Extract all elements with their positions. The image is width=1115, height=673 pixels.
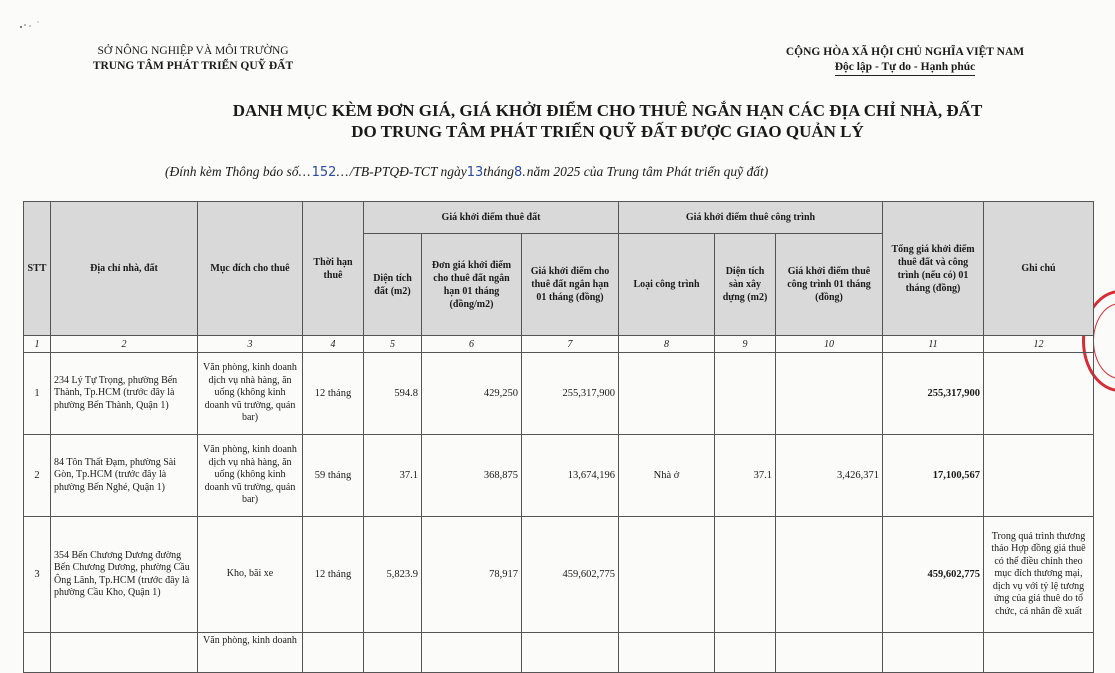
header-land-group: Giá khởi điểm thuê đất [364,202,619,234]
col-number: 12 [984,336,1094,353]
attachment-mid: /TB-PTQĐ-TCT ngày [349,164,467,179]
row-note [984,435,1094,517]
col-number: 3 [198,336,303,353]
col-number: 6 [422,336,522,353]
row-land-area [364,633,422,673]
row-unit-price: 368,875 [422,435,522,517]
row-term [303,633,364,673]
issuing-agency [82,44,304,74]
row-building-price [776,353,883,435]
row-stt: 2 [24,435,51,517]
row-total: 17,100,567 [883,435,984,517]
row-address: 354 Bến Chương Dương đường Bến Chương Dương, phường Cầu Ông Lãnh, Tp.HCM (trước đây là phường Cầu Kho, Quận 1) [51,517,198,633]
notice-day: 13 [466,165,484,180]
row-total: 459,602,775 [883,517,984,633]
row-purpose: Văn phòng, kinh doanh dịch vụ nhà hàng, ăn uống (không kinh doanh vũ trường, quán bar) [198,353,303,435]
row-term: 12 tháng [303,517,364,633]
row-total: 255,317,900 [883,353,984,435]
row-land-area: 594.8 [364,353,422,435]
row-note [984,353,1094,435]
table-row [24,633,1094,673]
row-floor-area: 37.1 [715,435,776,517]
row-building-price [776,517,883,633]
attachment-note: (Đính kèm Thông báo số...152.../TB-PTQĐ-TCT ngày13tháng8.năm 2025 của Trung tâm Phát triển quỹ đất) [165,164,769,180]
row-land-price: 459,602,775 [522,517,619,633]
row-stt: 1 [24,353,51,435]
header-building-type: Loại công trình [619,234,715,336]
col-number: 7 [522,336,619,353]
row-purpose: Văn phòng, kinh doanh dịch vụ nhà hàng, ăn uống (không kinh doanh vũ trường, quán bar) [198,435,303,517]
col-number: 4 [303,336,364,353]
attachment-suffix: năm 2025 của Trung tâm Phát triển quỹ đất) [526,164,769,179]
row-term: 12 tháng [303,353,364,435]
row-note [984,633,1094,673]
col-number: 8 [619,336,715,353]
col-number: 10 [776,336,883,353]
row-land-area: 37.1 [364,435,422,517]
title-line-2: DO TRUNG TÂM PHÁT TRIỂN QUỸ ĐẤT ĐƯỢC GIAO QUẢN LÝ [351,122,864,141]
row-floor-area [715,517,776,633]
header-unit-price: Đơn giá khởi điểm cho thuê đất ngắn hạn 01 tháng (đồng/m2) [422,234,522,336]
col-number: 2 [51,336,198,353]
row-total [883,633,984,673]
row-floor-area [715,353,776,435]
scan-speck [18,20,42,30]
col-number: 11 [883,336,984,353]
header-term: Thời hạn thuê [303,202,364,336]
row-building-type [619,633,715,673]
table-row [24,517,1094,633]
header-address: Địa chỉ nhà, đất [51,202,198,336]
row-purpose: Văn phòng, kinh doanh [198,633,303,673]
table-row [24,353,1094,435]
row-note: Trong quá trình thương thảo Hợp đồng giá thuê có thể điều chỉnh theo mục đích thương mại, dịch vụ với tỷ lệ tương ứng của giá thuê do tổ chức, cá nhân đề xuất [984,517,1094,633]
header-total: Tổng giá khởi điểm thuê đất và công trình (nếu có) 01 tháng (đồng) [883,202,984,336]
row-address [51,633,198,673]
row-term: 59 tháng [303,435,364,517]
document-title [150,100,1065,142]
center-name: TRUNG TÂM PHÁT TRIỂN QUỸ ĐẤT [92,60,294,72]
row-land-price: 13,674,196 [522,435,619,517]
row-building-price: 3,426,371 [776,435,883,517]
country-name: CỘNG HÒA XÃ HỘI CHỦ NGHĨA VIỆT NAM [785,46,1025,58]
row-address: 234 Lý Tự Trọng, phường Bến Thành, Tp.HCM (trước đây là phường Bến Thành, Quận 1) [51,353,198,435]
header-building-group: Giá khởi điểm thuê công trình [619,202,883,234]
attachment-prefix: (Đính kèm Thông báo số [165,164,299,179]
motto: Độc lập - Tự do - Hạnh phúc [835,60,976,76]
row-unit-price [422,633,522,673]
header-purpose: Mục đích cho thuê [198,202,303,336]
table-row [24,435,1094,517]
header-floor-area: Diện tích sàn xây dựng (m2) [715,234,776,336]
row-stt [24,633,51,673]
title-line-1: DANH MỤC KÈM ĐƠN GIÁ, GIÁ KHỞI ĐIỂM CHO THUÊ NGẮN HẠN CÁC ĐỊA CHỈ NHÀ, ĐẤT [232,101,983,120]
row-building-type [619,517,715,633]
ministry-name: SỞ NÔNG NGHIỆP VÀ MÔI TRƯỜNG [97,45,289,57]
row-address: 84 Tôn Thất Đạm, phường Sài Gòn, Tp.HCM (trước đây là phường Bến Nghé, Quận 1) [51,435,198,517]
row-land-area: 5,823.9 [364,517,422,633]
row-land-price: 255,317,900 [522,353,619,435]
notice-month: 8 [514,165,523,180]
header-land-area: Diện tích đất (m2) [364,234,422,336]
month-word: tháng [483,164,515,179]
national-motto [770,45,1040,76]
col-number: 9 [715,336,776,353]
column-number-row [24,336,1094,353]
price-table [23,201,1094,673]
row-unit-price: 429,250 [422,353,522,435]
row-building-type [619,353,715,435]
row-floor-area [715,633,776,673]
row-unit-price: 78,917 [422,517,522,633]
col-number: 1 [24,336,51,353]
header-building-price: Giá khởi điểm thuê công trình 01 tháng (đồng) [776,234,883,336]
header-land-price: Giá khởi điểm cho thuê đất ngắn hạn 01 tháng (đồng) [522,234,619,336]
row-stt: 3 [24,517,51,633]
row-purpose: Kho, bãi xe [198,517,303,633]
header-stt: STT [24,202,51,336]
notice-number: 152 [311,165,337,180]
row-land-price [522,633,619,673]
header-note: Ghi chú [984,202,1094,336]
col-number: 5 [364,336,422,353]
row-building-type: Nhà ở [619,435,715,517]
row-building-price [776,633,883,673]
